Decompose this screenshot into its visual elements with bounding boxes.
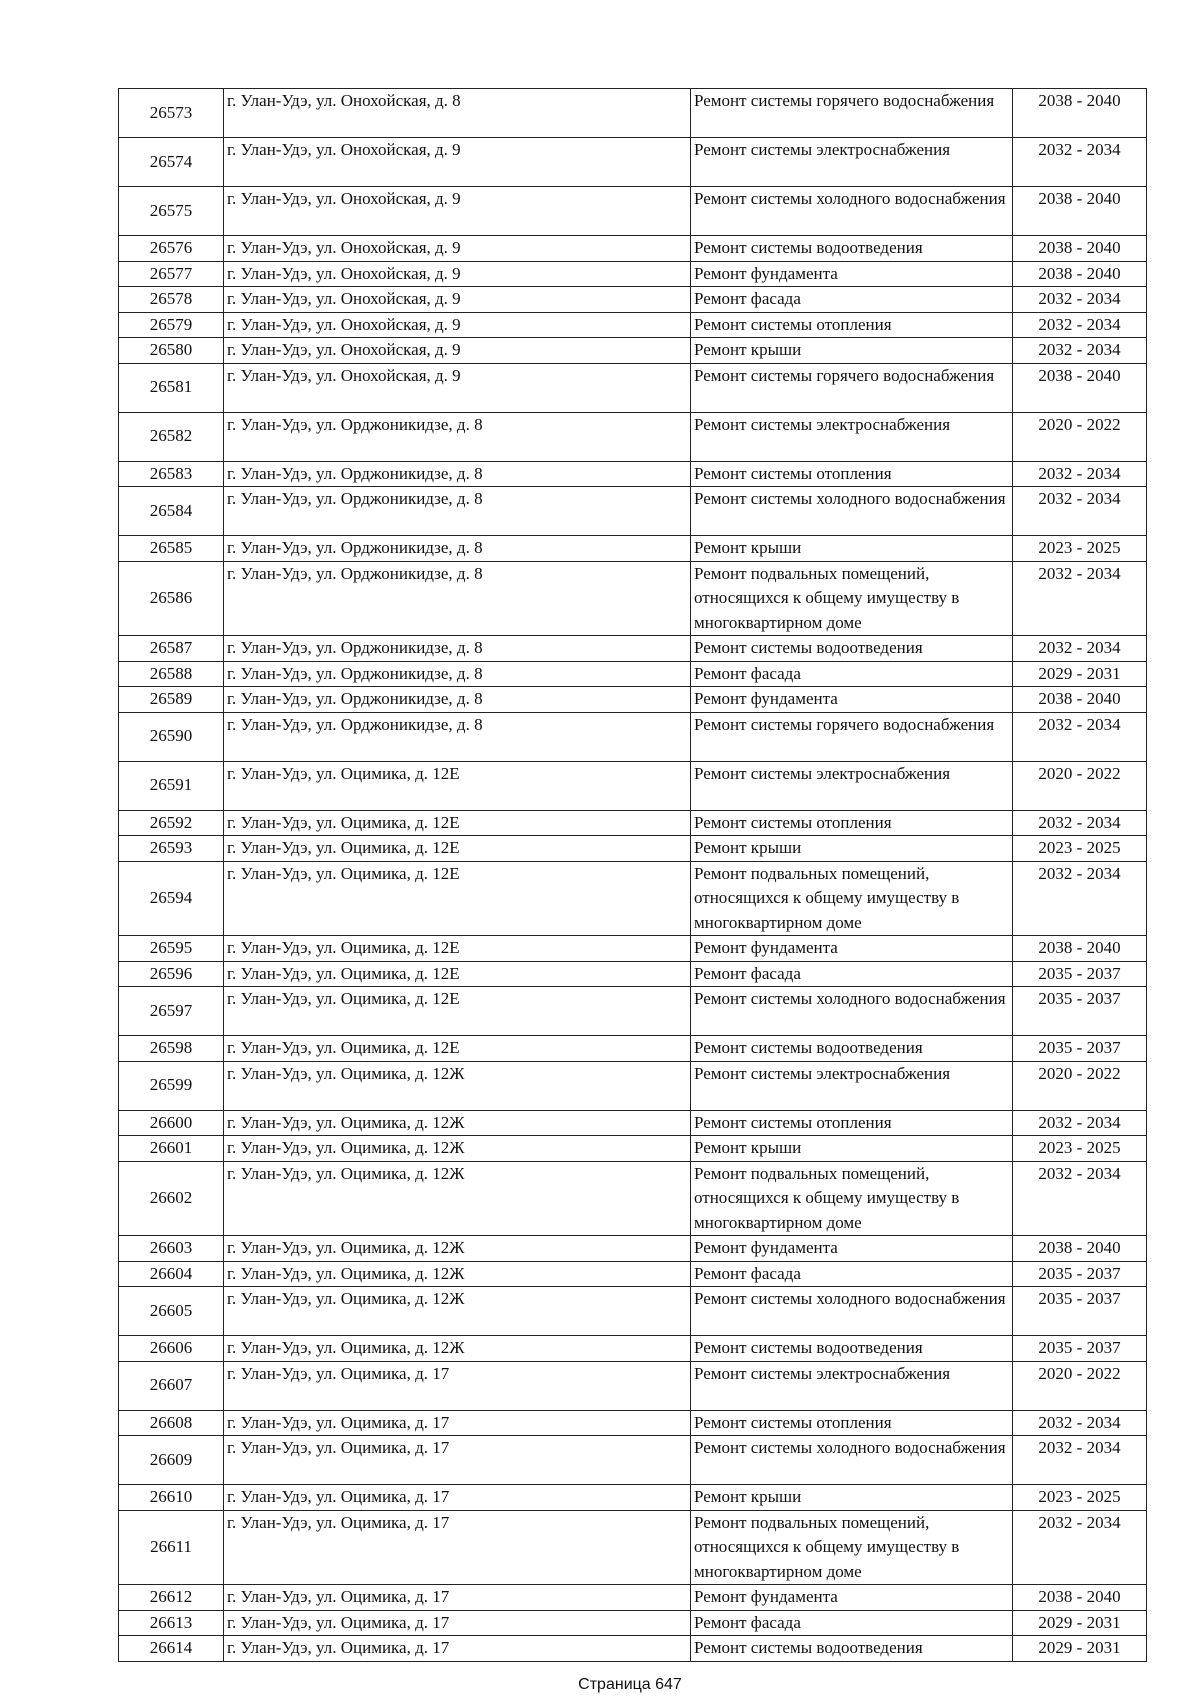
row-number-cell: 26576 xyxy=(119,236,224,262)
row-number-cell: 26581 xyxy=(119,363,224,412)
work-type-cell: Ремонт системы водоотведения xyxy=(691,1336,1013,1362)
period-cell: 2035 - 2037 xyxy=(1013,1261,1147,1287)
address-cell: г. Улан-Удэ, ул. Оцимика, д. 17 xyxy=(224,1410,691,1436)
row-number-cell: 26577 xyxy=(119,261,224,287)
address-cell: г. Улан-Удэ, ул. Оцимика, д. 12Ж xyxy=(224,1236,691,1262)
work-type-cell: Ремонт фундамента xyxy=(691,261,1013,287)
address-cell: г. Улан-Удэ, ул. Оцимика, д. 12Е xyxy=(224,861,691,936)
work-type-cell: Ремонт крыши xyxy=(691,536,1013,562)
address-cell: г. Улан-Удэ, ул. Онохойская, д. 9 xyxy=(224,138,691,187)
table-row xyxy=(119,1610,1147,1636)
table-row xyxy=(119,1361,1147,1410)
address-cell: г. Улан-Удэ, ул. Оцимика, д. 12Е xyxy=(224,936,691,962)
row-number-cell: 26594 xyxy=(119,861,224,936)
table-row xyxy=(119,561,1147,636)
table-row xyxy=(119,687,1147,713)
work-type-cell: Ремонт системы электроснабжения xyxy=(691,1361,1013,1410)
table-row xyxy=(119,461,1147,487)
work-type-cell: Ремонт крыши xyxy=(691,1485,1013,1511)
period-cell: 2032 - 2034 xyxy=(1013,810,1147,836)
work-type-cell: Ремонт системы электроснабжения xyxy=(691,1061,1013,1110)
table-row xyxy=(119,338,1147,364)
address-cell: г. Улан-Удэ, ул. Орджоникидзе, д. 8 xyxy=(224,661,691,687)
period-cell: 2038 - 2040 xyxy=(1013,236,1147,262)
row-number-cell: 26593 xyxy=(119,836,224,862)
work-type-cell: Ремонт системы холодного водоснабжения xyxy=(691,1436,1013,1485)
period-cell: 2032 - 2034 xyxy=(1013,861,1147,936)
address-cell: г. Улан-Удэ, ул. Оцимика, д. 17 xyxy=(224,1485,691,1511)
work-type-cell: Ремонт подвальных помещений, относящихся к общему имуществу в многоквартирном доме xyxy=(691,1161,1013,1236)
table-row xyxy=(119,712,1147,761)
work-type-cell: Ремонт системы электроснабжения xyxy=(691,761,1013,810)
work-type-cell: Ремонт подвальных помещений, относящихся к общему имуществу в многоквартирном доме xyxy=(691,861,1013,936)
work-type-cell: Ремонт фундамента xyxy=(691,1585,1013,1611)
period-cell: 2032 - 2034 xyxy=(1013,1161,1147,1236)
row-number-cell: 26588 xyxy=(119,661,224,687)
work-type-cell: Ремонт системы горячего водоснабжения xyxy=(691,712,1013,761)
row-number-cell: 26602 xyxy=(119,1161,224,1236)
row-number-cell: 26590 xyxy=(119,712,224,761)
period-cell: 2038 - 2040 xyxy=(1013,687,1147,713)
address-cell: г. Улан-Удэ, ул. Онохойская, д. 9 xyxy=(224,236,691,262)
period-cell: 2029 - 2031 xyxy=(1013,661,1147,687)
period-cell: 2020 - 2022 xyxy=(1013,761,1147,810)
period-cell: 2032 - 2034 xyxy=(1013,1410,1147,1436)
address-cell: г. Улан-Удэ, ул. Оцимика, д. 12Ж xyxy=(224,1161,691,1236)
period-cell: 2020 - 2022 xyxy=(1013,1361,1147,1410)
address-cell: г. Улан-Удэ, ул. Орджоникидзе, д. 8 xyxy=(224,536,691,562)
address-cell: г. Улан-Удэ, ул. Оцимика, д. 17 xyxy=(224,1436,691,1485)
work-type-cell: Ремонт фасада xyxy=(691,661,1013,687)
address-cell: г. Улан-Удэ, ул. Орджоникидзе, д. 8 xyxy=(224,487,691,536)
row-number-cell: 26601 xyxy=(119,1136,224,1162)
row-number-cell: 26579 xyxy=(119,312,224,338)
address-cell: г. Улан-Удэ, ул. Онохойская, д. 8 xyxy=(224,89,691,138)
table-row xyxy=(119,1161,1147,1236)
address-cell: г. Улан-Удэ, ул. Оцимика, д. 17 xyxy=(224,1585,691,1611)
period-cell: 2032 - 2034 xyxy=(1013,1510,1147,1585)
table-row xyxy=(119,936,1147,962)
period-cell: 2038 - 2040 xyxy=(1013,1236,1147,1262)
work-type-cell: Ремонт фундамента xyxy=(691,1236,1013,1262)
work-type-cell: Ремонт системы отопления xyxy=(691,1410,1013,1436)
repair-schedule-table xyxy=(118,88,1147,1662)
row-number-cell: 26611 xyxy=(119,1510,224,1585)
row-number-cell: 26603 xyxy=(119,1236,224,1262)
address-cell: г. Улан-Удэ, ул. Орджоникидзе, д. 8 xyxy=(224,712,691,761)
table-row xyxy=(119,236,1147,262)
row-number-cell: 26600 xyxy=(119,1110,224,1136)
period-cell: 2032 - 2034 xyxy=(1013,1110,1147,1136)
address-cell: г. Улан-Удэ, ул. Оцимика, д. 12Е xyxy=(224,987,691,1036)
address-cell: г. Улан-Удэ, ул. Оцимика, д. 17 xyxy=(224,1610,691,1636)
work-type-cell: Ремонт фасада xyxy=(691,1261,1013,1287)
work-type-cell: Ремонт системы водоотведения xyxy=(691,636,1013,662)
period-cell: 2032 - 2034 xyxy=(1013,561,1147,636)
table-row xyxy=(119,1636,1147,1662)
period-cell: 2038 - 2040 xyxy=(1013,1585,1147,1611)
address-cell: г. Улан-Удэ, ул. Оцимика, д. 12Ж xyxy=(224,1110,691,1136)
work-type-cell: Ремонт системы холодного водоснабжения xyxy=(691,987,1013,1036)
address-cell: г. Улан-Удэ, ул. Оцимика, д. 12Ж xyxy=(224,1136,691,1162)
address-cell: г. Улан-Удэ, ул. Оцимика, д. 17 xyxy=(224,1510,691,1585)
period-cell: 2032 - 2034 xyxy=(1013,338,1147,364)
work-type-cell: Ремонт системы водоотведения xyxy=(691,1636,1013,1662)
address-cell: г. Улан-Удэ, ул. Оцимика, д. 17 xyxy=(224,1636,691,1662)
address-cell: г. Улан-Удэ, ул. Онохойская, д. 9 xyxy=(224,312,691,338)
work-type-cell: Ремонт крыши xyxy=(691,338,1013,364)
period-cell: 2038 - 2040 xyxy=(1013,187,1147,236)
table-row xyxy=(119,261,1147,287)
work-type-cell: Ремонт системы водоотведения xyxy=(691,236,1013,262)
table-row xyxy=(119,1485,1147,1511)
table-row xyxy=(119,412,1147,461)
row-number-cell: 26574 xyxy=(119,138,224,187)
period-cell: 2023 - 2025 xyxy=(1013,836,1147,862)
row-number-cell: 26612 xyxy=(119,1585,224,1611)
row-number-cell: 26595 xyxy=(119,936,224,962)
row-number-cell: 26592 xyxy=(119,810,224,836)
work-type-cell: Ремонт системы отопления xyxy=(691,461,1013,487)
table-row xyxy=(119,1336,1147,1362)
address-cell: г. Улан-Удэ, ул. Оцимика, д. 12Е xyxy=(224,810,691,836)
work-type-cell: Ремонт системы холодного водоснабжения xyxy=(691,487,1013,536)
address-cell: г. Улан-Удэ, ул. Онохойская, д. 9 xyxy=(224,287,691,313)
period-cell: 2023 - 2025 xyxy=(1013,536,1147,562)
work-type-cell: Ремонт крыши xyxy=(691,836,1013,862)
work-type-cell: Ремонт крыши xyxy=(691,1136,1013,1162)
address-cell: г. Улан-Удэ, ул. Оцимика, д. 12Е xyxy=(224,836,691,862)
address-cell: г. Улан-Удэ, ул. Орджоникидзе, д. 8 xyxy=(224,687,691,713)
table-row xyxy=(119,1261,1147,1287)
row-number-cell: 26610 xyxy=(119,1485,224,1511)
period-cell: 2035 - 2037 xyxy=(1013,961,1147,987)
work-type-cell: Ремонт системы электроснабжения xyxy=(691,412,1013,461)
row-number-cell: 26578 xyxy=(119,287,224,313)
row-number-cell: 26604 xyxy=(119,1261,224,1287)
table-row xyxy=(119,761,1147,810)
table-row xyxy=(119,187,1147,236)
address-cell: г. Улан-Удэ, ул. Оцимика, д. 12Е xyxy=(224,961,691,987)
table-row xyxy=(119,636,1147,662)
period-cell: 2035 - 2037 xyxy=(1013,1336,1147,1362)
work-type-cell: Ремонт системы горячего водоснабжения xyxy=(691,89,1013,138)
address-cell: г. Улан-Удэ, ул. Орджоникидзе, д. 8 xyxy=(224,461,691,487)
row-number-cell: 26587 xyxy=(119,636,224,662)
table-row xyxy=(119,1410,1147,1436)
period-cell: 2038 - 2040 xyxy=(1013,363,1147,412)
table-row xyxy=(119,810,1147,836)
row-number-cell: 26585 xyxy=(119,536,224,562)
table-row xyxy=(119,138,1147,187)
row-number-cell: 26613 xyxy=(119,1610,224,1636)
table-row xyxy=(119,861,1147,936)
period-cell: 2035 - 2037 xyxy=(1013,1036,1147,1062)
period-cell: 2032 - 2034 xyxy=(1013,461,1147,487)
table-row xyxy=(119,1585,1147,1611)
table-row xyxy=(119,363,1147,412)
row-number-cell: 26605 xyxy=(119,1287,224,1336)
work-type-cell: Ремонт фундамента xyxy=(691,936,1013,962)
address-cell: г. Улан-Удэ, ул. Орджоникидзе, д. 8 xyxy=(224,636,691,662)
row-number-cell: 26589 xyxy=(119,687,224,713)
table-row xyxy=(119,1036,1147,1062)
row-number-cell: 26608 xyxy=(119,1410,224,1436)
work-type-cell: Ремонт системы отопления xyxy=(691,1110,1013,1136)
row-number-cell: 26591 xyxy=(119,761,224,810)
work-type-cell: Ремонт подвальных помещений, относящихся к общему имуществу в многоквартирном доме xyxy=(691,561,1013,636)
row-number-cell: 26573 xyxy=(119,89,224,138)
row-number-cell: 26597 xyxy=(119,987,224,1036)
period-cell: 2020 - 2022 xyxy=(1013,412,1147,461)
period-cell: 2032 - 2034 xyxy=(1013,138,1147,187)
row-number-cell: 26607 xyxy=(119,1361,224,1410)
address-cell: г. Улан-Удэ, ул. Оцимика, д. 12Е xyxy=(224,1036,691,1062)
period-cell: 2038 - 2040 xyxy=(1013,936,1147,962)
address-cell: г. Улан-Удэ, ул. Оцимика, д. 12Ж xyxy=(224,1261,691,1287)
address-cell: г. Улан-Удэ, ул. Оцимика, д. 12Е xyxy=(224,761,691,810)
work-type-cell: Ремонт системы холодного водоснабжения xyxy=(691,1287,1013,1336)
work-type-cell: Ремонт системы холодного водоснабжения xyxy=(691,187,1013,236)
period-cell: 2032 - 2034 xyxy=(1013,287,1147,313)
address-cell: г. Улан-Удэ, ул. Онохойская, д. 9 xyxy=(224,261,691,287)
table-row xyxy=(119,1110,1147,1136)
work-type-cell: Ремонт фасада xyxy=(691,1610,1013,1636)
row-number-cell: 26582 xyxy=(119,412,224,461)
table-body xyxy=(119,89,1147,1662)
period-cell: 2023 - 2025 xyxy=(1013,1485,1147,1511)
table-row xyxy=(119,836,1147,862)
period-cell: 2032 - 2034 xyxy=(1013,312,1147,338)
table-row xyxy=(119,1236,1147,1262)
period-cell: 2035 - 2037 xyxy=(1013,987,1147,1036)
address-cell: г. Улан-Удэ, ул. Онохойская, д. 9 xyxy=(224,338,691,364)
table-row xyxy=(119,487,1147,536)
work-type-cell: Ремонт подвальных помещений, относящихся к общему имуществу в многоквартирном доме xyxy=(691,1510,1013,1585)
table-row xyxy=(119,1510,1147,1585)
row-number-cell: 26598 xyxy=(119,1036,224,1062)
period-cell: 2029 - 2031 xyxy=(1013,1610,1147,1636)
address-cell: г. Улан-Удэ, ул. Орджоникидзе, д. 8 xyxy=(224,412,691,461)
work-type-cell: Ремонт системы отопления xyxy=(691,312,1013,338)
page-footer: Страница 647 xyxy=(578,1676,682,1693)
period-cell: 2023 - 2025 xyxy=(1013,1136,1147,1162)
table-row xyxy=(119,1061,1147,1110)
row-number-cell: 26599 xyxy=(119,1061,224,1110)
table-row xyxy=(119,89,1147,138)
period-cell: 2038 - 2040 xyxy=(1013,89,1147,138)
period-cell: 2032 - 2034 xyxy=(1013,487,1147,536)
work-type-cell: Ремонт системы отопления xyxy=(691,810,1013,836)
table-row xyxy=(119,1287,1147,1336)
period-cell: 2032 - 2034 xyxy=(1013,1436,1147,1485)
table-row xyxy=(119,661,1147,687)
row-number-cell: 26586 xyxy=(119,561,224,636)
address-cell: г. Улан-Удэ, ул. Онохойская, д. 9 xyxy=(224,187,691,236)
row-number-cell: 26575 xyxy=(119,187,224,236)
work-type-cell: Ремонт системы электроснабжения xyxy=(691,138,1013,187)
row-number-cell: 26580 xyxy=(119,338,224,364)
row-number-cell: 26614 xyxy=(119,1636,224,1662)
address-cell: г. Улан-Удэ, ул. Орджоникидзе, д. 8 xyxy=(224,561,691,636)
row-number-cell: 26609 xyxy=(119,1436,224,1485)
table-row xyxy=(119,1136,1147,1162)
table-row xyxy=(119,1436,1147,1485)
address-cell: г. Улан-Удэ, ул. Оцимика, д. 17 xyxy=(224,1361,691,1410)
row-number-cell: 26596 xyxy=(119,961,224,987)
period-cell: 2029 - 2031 xyxy=(1013,1636,1147,1662)
work-type-cell: Ремонт фундамента xyxy=(691,687,1013,713)
row-number-cell: 26583 xyxy=(119,461,224,487)
work-type-cell: Ремонт фасада xyxy=(691,961,1013,987)
row-number-cell: 26584 xyxy=(119,487,224,536)
table-row xyxy=(119,987,1147,1036)
address-cell: г. Улан-Удэ, ул. Оцимика, д. 12Ж xyxy=(224,1061,691,1110)
address-cell: г. Улан-Удэ, ул. Онохойская, д. 9 xyxy=(224,363,691,412)
table-row xyxy=(119,312,1147,338)
table-row xyxy=(119,287,1147,313)
row-number-cell: 26606 xyxy=(119,1336,224,1362)
work-type-cell: Ремонт системы водоотведения xyxy=(691,1036,1013,1062)
table-row xyxy=(119,536,1147,562)
work-type-cell: Ремонт фасада xyxy=(691,287,1013,313)
address-cell: г. Улан-Удэ, ул. Оцимика, д. 12Ж xyxy=(224,1287,691,1336)
period-cell: 2038 - 2040 xyxy=(1013,261,1147,287)
work-type-cell: Ремонт системы горячего водоснабжения xyxy=(691,363,1013,412)
period-cell: 2035 - 2037 xyxy=(1013,1287,1147,1336)
period-cell: 2032 - 2034 xyxy=(1013,636,1147,662)
period-cell: 2032 - 2034 xyxy=(1013,712,1147,761)
address-cell: г. Улан-Удэ, ул. Оцимика, д. 12Ж xyxy=(224,1336,691,1362)
table-row xyxy=(119,961,1147,987)
period-cell: 2020 - 2022 xyxy=(1013,1061,1147,1110)
